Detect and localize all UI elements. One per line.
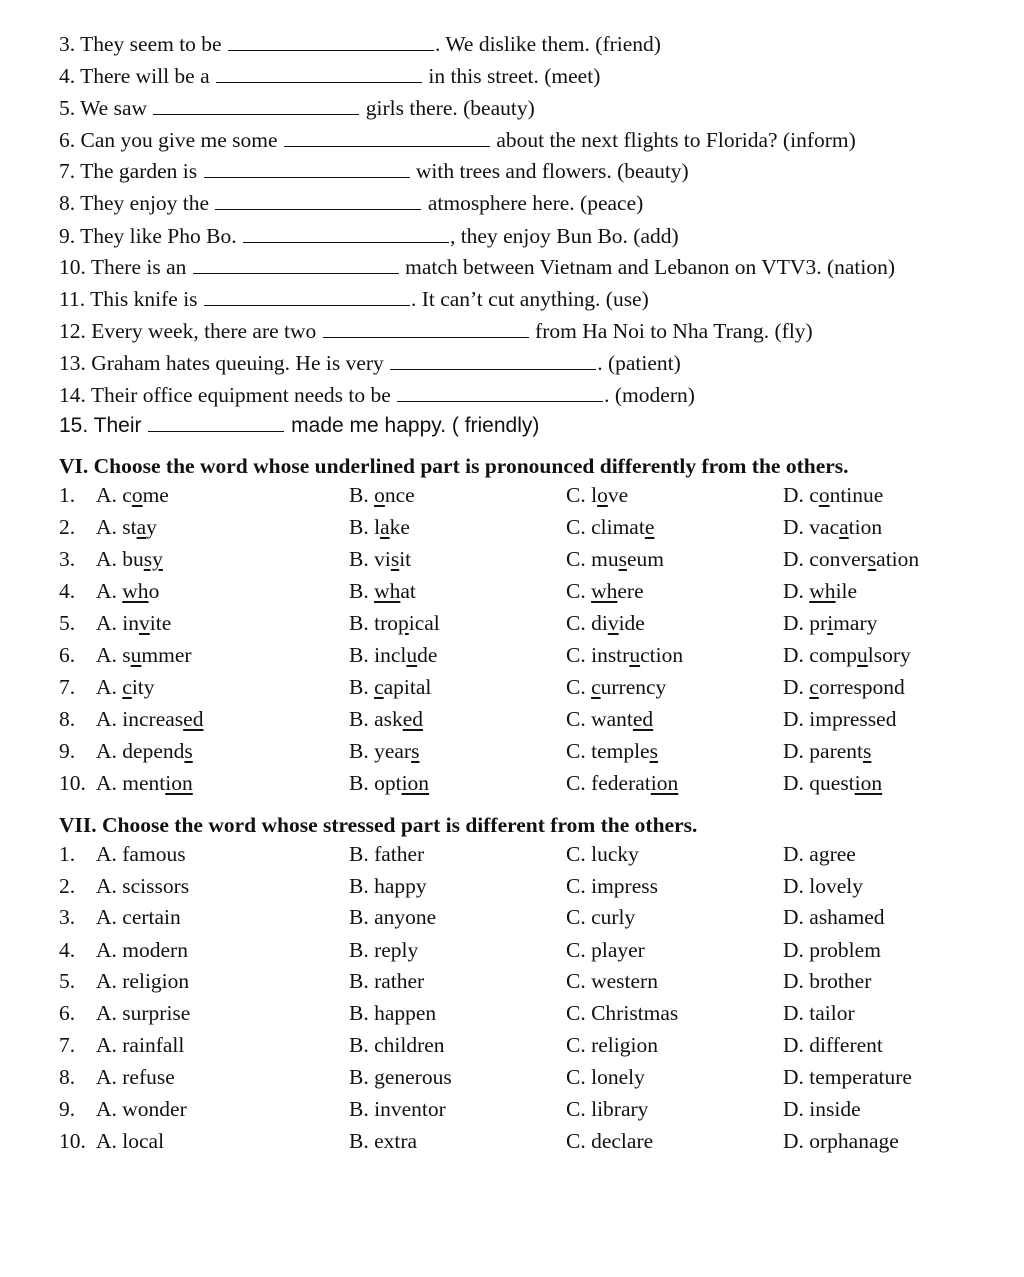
section-vi-heading: VI. Choose the word whose underlined part is pronounced differently from the others. <box>59 454 849 478</box>
item-hint: match between Vietnam and Lebanon on VTV3. (nation) <box>399 255 896 279</box>
section-vii-heading: VII. Choose the word whose stressed part is different from the others. <box>59 813 698 837</box>
answer-blank <box>215 191 421 210</box>
item-prompt: 13. Graham hates queuing. He is very <box>59 351 390 375</box>
option-b: B. years <box>349 739 420 763</box>
fill-item <box>59 31 661 57</box>
item-prompt: 5. We saw <box>59 96 153 120</box>
option-c: C. federation <box>566 771 679 795</box>
fill-item <box>59 158 689 184</box>
item-hint: girls there. (beauty) <box>360 96 535 120</box>
question-row <box>0 737 1024 765</box>
question-row <box>0 673 1024 701</box>
question-row <box>0 1063 1024 1091</box>
question-row <box>0 872 1024 900</box>
option-a: A. scissors <box>96 874 190 898</box>
option-c: C. temples <box>566 739 658 763</box>
question-number: 10. <box>59 771 86 795</box>
option-b: B. generous <box>349 1065 452 1089</box>
question-number: 2. <box>59 515 76 539</box>
item-prompt: 11. This knife is <box>59 287 203 311</box>
item-hint: . (patient) <box>597 351 681 375</box>
option-c: C. curly <box>566 905 636 929</box>
question-number: 1. <box>59 483 76 507</box>
option-a: A. local <box>96 1129 165 1153</box>
question-number: 9. <box>59 1097 76 1121</box>
item-prompt: 10. There is an <box>59 255 192 279</box>
item-prompt: 15. Their <box>59 414 148 437</box>
item-hint: . We dislike them. (friend) <box>434 32 661 56</box>
question-number: 8. <box>59 707 76 731</box>
question-row <box>0 903 1024 931</box>
option-d: D. parents <box>783 739 872 763</box>
question-number: 3. <box>59 547 76 571</box>
option-b: B. tropical <box>349 611 440 635</box>
item-prompt: 3. They seem to be <box>59 32 227 56</box>
question-row <box>0 641 1024 669</box>
option-b: B. anyone <box>349 905 437 929</box>
question-row <box>0 513 1024 541</box>
option-b: B. extra <box>349 1129 418 1153</box>
question-row <box>0 769 1024 797</box>
option-a: A. come <box>96 483 169 507</box>
answer-blank <box>153 96 359 115</box>
option-d: D. question <box>783 771 883 795</box>
question-number: 5. <box>59 969 76 993</box>
item-hint: atmosphere here. (peace) <box>422 191 644 215</box>
fill-item <box>59 350 681 376</box>
option-d: D. continue <box>783 483 884 507</box>
question-row <box>0 481 1024 509</box>
question-row <box>0 967 1024 995</box>
question-number: 4. <box>59 579 76 603</box>
fill-item <box>59 63 600 89</box>
option-c: C. library <box>566 1097 649 1121</box>
option-c: C. lucky <box>566 842 639 866</box>
option-d: D. temperature <box>783 1065 912 1089</box>
question-row <box>0 936 1024 964</box>
item-prompt: 6. Can you give me some <box>59 128 283 152</box>
option-d: D. compulsory <box>783 643 911 667</box>
question-number: 7. <box>59 1033 76 1057</box>
answer-blank <box>204 159 410 178</box>
question-number: 8. <box>59 1065 76 1089</box>
option-d: D. vacation <box>783 515 883 539</box>
option-c: C. instruction <box>566 643 684 667</box>
answer-blank <box>284 128 490 147</box>
option-b: B. asked <box>349 707 424 731</box>
fill-item <box>59 318 813 344</box>
item-hint: made me happy. ( friendly) <box>285 414 540 437</box>
option-b: B. father <box>349 842 425 866</box>
option-b: B. reply <box>349 938 419 962</box>
option-d: D. ashamed <box>783 905 885 929</box>
question-number: 4. <box>59 938 76 962</box>
item-prompt: 7. The garden is <box>59 159 203 183</box>
question-number: 2. <box>59 874 76 898</box>
option-d: D. while <box>783 579 858 603</box>
option-b: B. happy <box>349 874 427 898</box>
question-number: 9. <box>59 739 76 763</box>
option-b: B. rather <box>349 969 425 993</box>
question-number: 3. <box>59 905 76 929</box>
question-number: 10. <box>59 1129 86 1153</box>
option-d: D. conversation <box>783 547 920 571</box>
option-d: D. brother <box>783 969 872 993</box>
option-d: D. correspond <box>783 675 905 699</box>
option-b: B. visit <box>349 547 412 571</box>
option-b: B. inventor <box>349 1097 446 1121</box>
option-c: C. climate <box>566 515 655 539</box>
question-number: 6. <box>59 1001 76 1025</box>
answer-blank <box>228 32 434 51</box>
option-d: D. orphanage <box>783 1129 899 1153</box>
answer-blank <box>397 383 603 402</box>
item-hint: in this street. (meet) <box>423 64 601 88</box>
option-a: A. surprise <box>96 1001 191 1025</box>
option-b: B. include <box>349 643 438 667</box>
option-a: A. summer <box>96 643 192 667</box>
fill-item <box>59 413 539 439</box>
option-c: C. declare <box>566 1129 654 1153</box>
item-hint: from Ha Noi to Nha Trang. (fly) <box>529 319 813 343</box>
option-d: D. different <box>783 1033 883 1057</box>
question-number: 7. <box>59 675 76 699</box>
answer-blank <box>243 224 449 243</box>
item-hint: . (modern) <box>604 383 695 407</box>
option-a: A. famous <box>96 842 186 866</box>
question-number: 5. <box>59 611 76 635</box>
question-row <box>0 1127 1024 1155</box>
question-number: 1. <box>59 842 76 866</box>
option-a: A. invite <box>96 611 172 635</box>
option-c: C. player <box>566 938 645 962</box>
option-a: A. busy <box>96 547 163 571</box>
option-b: B. happen <box>349 1001 437 1025</box>
question-row <box>0 577 1024 605</box>
answer-blank <box>323 319 529 338</box>
option-c: C. religion <box>566 1033 658 1057</box>
option-a: A. refuse <box>96 1065 175 1089</box>
option-a: A. modern <box>96 938 188 962</box>
option-c: C. impress <box>566 874 658 898</box>
option-a: A. depends <box>96 739 193 763</box>
answer-blank <box>390 351 596 370</box>
option-a: A. stay <box>96 515 157 539</box>
option-d: D. inside <box>783 1097 861 1121</box>
option-d: D. agree <box>783 842 856 866</box>
answer-blank <box>204 287 410 306</box>
option-c: C. western <box>566 969 658 993</box>
item-hint: with trees and flowers. (beauty) <box>410 159 689 183</box>
item-hint: , they enjoy Bun Bo. (add) <box>449 224 679 248</box>
option-c: C. where <box>566 579 644 603</box>
fill-item <box>59 254 895 280</box>
item-prompt: 8. They enjoy the <box>59 191 215 215</box>
option-d: D. impressed <box>783 707 897 731</box>
option-a: A. religion <box>96 969 190 993</box>
option-b: B. once <box>349 483 415 507</box>
option-a: A. mention <box>96 771 193 795</box>
question-row <box>0 609 1024 637</box>
option-c: C. love <box>566 483 629 507</box>
fill-item <box>59 190 643 216</box>
fill-item <box>59 286 649 312</box>
item-prompt: 14. Their office equipment needs to be <box>59 383 397 407</box>
fill-item <box>59 127 856 153</box>
option-b: B. lake <box>349 515 410 539</box>
option-d: D. lovely <box>783 874 864 898</box>
option-a: A. increased <box>96 707 204 731</box>
question-row <box>0 705 1024 733</box>
option-c: C. wanted <box>566 707 654 731</box>
item-hint: about the next flights to Florida? (inform) <box>490 128 856 152</box>
answer-blank <box>148 413 284 432</box>
option-d: D. problem <box>783 938 881 962</box>
item-prompt: 12. Every week, there are two <box>59 319 322 343</box>
question-row <box>0 1095 1024 1123</box>
option-b: B. option <box>349 771 430 795</box>
fill-item <box>59 95 535 121</box>
item-prompt: 9. They like Pho Bo. <box>59 224 242 248</box>
item-hint: . It can’t cut anything. (use) <box>410 287 649 311</box>
option-a: A. wonder <box>96 1097 187 1121</box>
question-row <box>0 999 1024 1027</box>
option-c: C. museum <box>566 547 664 571</box>
answer-blank <box>216 64 422 83</box>
question-row <box>0 840 1024 868</box>
item-prompt: 4. There will be a <box>59 64 216 88</box>
option-b: B. children <box>349 1033 445 1057</box>
answer-blank <box>193 255 399 274</box>
option-c: C. Christmas <box>566 1001 679 1025</box>
option-d: D. primary <box>783 611 878 635</box>
option-c: C. currency <box>566 675 667 699</box>
option-d: D. tailor <box>783 1001 855 1025</box>
option-b: B. what <box>349 579 416 603</box>
option-a: A. certain <box>96 905 181 929</box>
fill-item <box>59 223 679 249</box>
option-b: B. capital <box>349 675 432 699</box>
option-a: A. city <box>96 675 155 699</box>
fill-item <box>59 382 695 408</box>
question-number: 6. <box>59 643 76 667</box>
option-c: C. lonely <box>566 1065 645 1089</box>
option-a: A. who <box>96 579 160 603</box>
question-row <box>0 545 1024 573</box>
option-a: A. rainfall <box>96 1033 185 1057</box>
option-c: C. divide <box>566 611 645 635</box>
question-row <box>0 1031 1024 1059</box>
